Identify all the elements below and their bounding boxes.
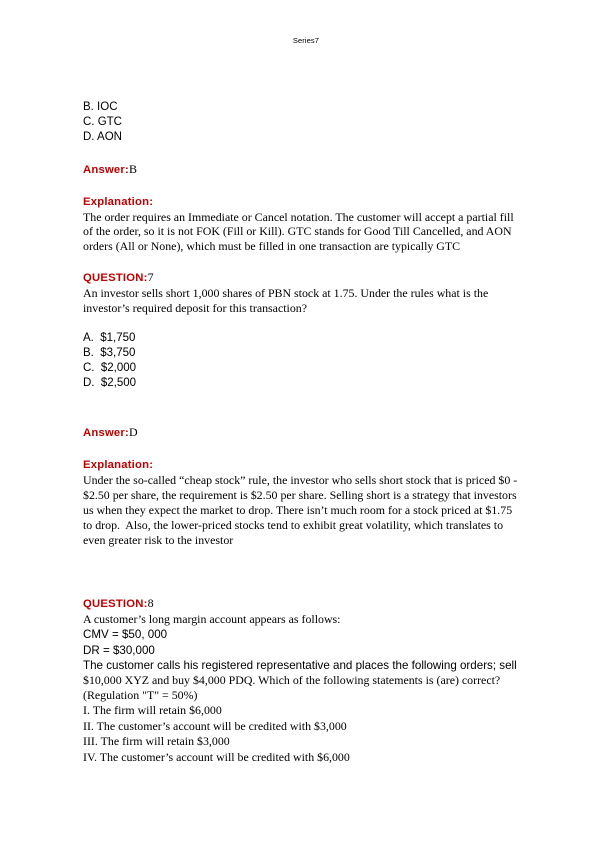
paragraph-line: even greater risk to the investor <box>83 532 234 547</box>
question-label: QUESTION: <box>83 272 148 284</box>
answer-value: D <box>128 425 138 440</box>
explanation-label: Explanation: <box>83 195 154 208</box>
previous-question-option-list <box>83 100 535 146</box>
spacer <box>83 580 535 595</box>
answer-line <box>83 424 535 441</box>
spacer <box>83 547 535 580</box>
page-content <box>83 100 535 765</box>
spacer <box>83 316 535 331</box>
paragraph-line: $10,000 XYZ and buy $4,000 PDQ. Which of the following statements is (are) correct? <box>83 673 501 688</box>
spacer <box>83 441 535 456</box>
spacer <box>83 178 535 193</box>
spacer <box>83 146 535 161</box>
explanation-heading <box>83 193 535 210</box>
answer-label: Answer: <box>83 427 129 440</box>
explanation-label: Explanation: <box>83 459 154 472</box>
question-stem-7 <box>83 286 535 316</box>
answer-label: Answer: <box>83 163 129 176</box>
question-number: 7 <box>147 270 154 284</box>
spacer <box>83 254 535 269</box>
paragraph-line: A customer’s long margin account appears as follows: <box>83 612 341 627</box>
list-item: A. $1,750 <box>83 331 136 344</box>
account-line-dr: DR = $30,000 <box>83 643 155 657</box>
list-item: C. $2,000 <box>83 362 137 374</box>
list-item: D. AON <box>83 131 122 144</box>
account-line-cmv: CMV = $50, 000 <box>83 628 168 642</box>
page-header: Series7 <box>292 36 320 45</box>
account-line-orders: The customer calls his registered representative and places the following orders; sell <box>83 659 517 672</box>
paragraph-line: investor’s required deposit for this transaction? <box>83 300 307 315</box>
question-8-stem <box>83 673 535 703</box>
paragraph-line: An investor sells short 1,000 shares of PBN stock at 1.75. Under the rules what is the <box>83 286 489 300</box>
question-8-account-details <box>83 627 535 673</box>
paragraph-line: $2.50 per share, the requirement is $2.50 per share. Selling short is a strategy that investors <box>83 488 517 503</box>
question-heading-7 <box>83 269 535 286</box>
answer-value: B <box>128 161 137 176</box>
paragraph-line: Under the so-called “cheap stock” rule, the investor who sells short stock that is priced $0 - <box>83 473 518 488</box>
list-item: III. The firm will retain $3,000 <box>83 734 230 749</box>
paragraph-line: us when they expect the market to drop. There isn’t much room for a stock priced at $1.75 <box>83 503 513 517</box>
question-label: QUESTION: <box>83 598 148 611</box>
paragraph-line: The order requires an Immediate or Cancel notation. The customer will accept a partial fill <box>83 209 514 224</box>
question-heading-8 <box>83 595 535 612</box>
list-item: II. The customer’s account will be credited with $3,000 <box>83 718 347 733</box>
answer-line <box>83 161 535 178</box>
paragraph-line: (Regulation "T" = 50%) <box>83 688 198 703</box>
list-item: B. IOC <box>83 101 118 113</box>
list-item: B. $3,750 <box>83 346 136 359</box>
question-number: 8 <box>147 596 154 611</box>
spacer <box>83 391 535 424</box>
paragraph-line: of the order, so it is not FOK (Fill or Kill). GTC stands for Good Till Cancelled, and AON <box>83 224 512 239</box>
explanation-paragraph <box>83 473 535 547</box>
list-item: D. $2,500 <box>83 377 137 390</box>
paragraph-line: orders (All or None), which must be filled in one transaction are typically GTC <box>83 239 461 254</box>
paragraph-line: to drop. Also, the lower-priced stocks tend to exhibit great volatility, which translates to <box>83 517 504 532</box>
list-item: IV. The customer’s account will be credited with $6,000 <box>83 749 350 764</box>
explanation-heading <box>83 456 535 473</box>
question-8-intro <box>83 612 535 627</box>
list-item: I. The firm will retain $6,000 <box>83 703 222 717</box>
list-item: C. GTC <box>83 116 122 129</box>
question-7-option-list <box>83 331 535 392</box>
question-8-roman-option-list <box>83 703 535 765</box>
explanation-paragraph <box>83 210 535 254</box>
